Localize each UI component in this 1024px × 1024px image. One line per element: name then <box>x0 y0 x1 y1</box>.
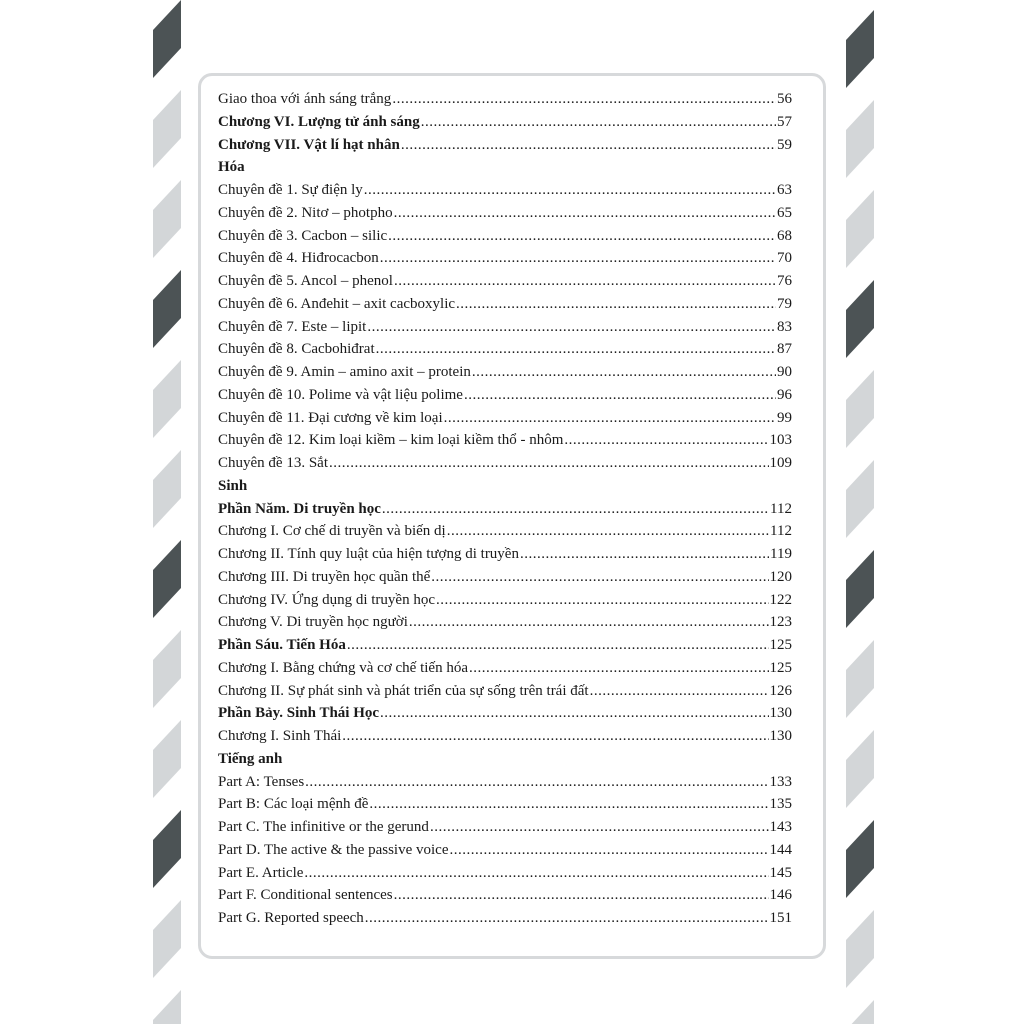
toc-row <box>218 361 792 384</box>
table-of-contents <box>218 88 792 930</box>
toc-leader-dots <box>394 202 776 225</box>
toc-leader-dots <box>392 88 776 111</box>
toc-entry-title: Chương V. Di truyền học người <box>218 614 408 631</box>
toc-leader-dots <box>365 907 769 930</box>
toc-page-number: 56 <box>777 91 792 107</box>
toc-page-number: 70 <box>777 250 792 267</box>
toc-page-number: 145 <box>769 864 792 881</box>
toc-entry-title: Part F. Conditional sentences <box>218 887 393 904</box>
toc-leader-dots <box>450 839 769 862</box>
toc-leader-dots <box>342 725 768 748</box>
stripe-band <box>153 630 181 708</box>
stripe-band <box>846 190 874 268</box>
stripe-band <box>846 640 874 718</box>
toc-entry-title: Chương VII. Vật lí hạt nhân <box>218 136 400 153</box>
toc-row <box>218 270 792 293</box>
toc-leader-dots <box>304 862 768 885</box>
toc-entry-title: Chuyên đề 13. Sắt <box>218 455 328 471</box>
toc-leader-dots <box>380 702 768 725</box>
toc-row <box>218 247 792 270</box>
toc-leader-dots <box>394 270 776 293</box>
toc-row <box>218 293 792 316</box>
toc-page-number: 120 <box>769 568 792 585</box>
toc-entry-title: Chương I. Sinh Thái <box>218 728 342 744</box>
stripe-band <box>153 540 181 618</box>
stripe-band <box>846 1000 874 1024</box>
toc-page-number: 143 <box>769 819 792 835</box>
toc-leader-dots <box>469 657 769 680</box>
toc-leader-dots <box>369 793 768 816</box>
stripe-band <box>846 910 874 988</box>
toc-row <box>218 429 792 452</box>
toc-page-number: 146 <box>769 887 792 904</box>
stripe-band <box>846 100 874 178</box>
toc-entry-title: Sinh <box>218 477 248 494</box>
stripe-band <box>153 90 181 168</box>
toc-entry-title: Chuyên đề 11. Đại cương về kim loại <box>218 409 443 426</box>
toc-entry-title: Chuyên đề 2. Nitơ – photpho <box>218 204 393 221</box>
toc-page-number: 133 <box>769 773 792 790</box>
toc-page-number: 125 <box>769 659 792 676</box>
toc-subject-heading <box>218 156 792 179</box>
stripe-band <box>846 460 874 538</box>
toc-leader-dots <box>421 111 776 134</box>
toc-page-number: 83 <box>777 318 792 335</box>
toc-entry-title: Chuyên đề 12. Kim loại kiềm – kim loại kiềm thổ - nhôm <box>218 432 564 449</box>
toc-page-number: 151 <box>769 910 792 926</box>
toc-entry-title: Tiếng anh <box>218 750 283 767</box>
toc-page-number: 122 <box>769 591 792 608</box>
toc-page-number: 109 <box>769 455 792 471</box>
right-decorative-stripes <box>846 0 874 1024</box>
toc-row <box>218 771 792 794</box>
toc-row <box>218 816 792 839</box>
toc-leader-dots <box>590 680 769 703</box>
toc-leader-dots <box>394 884 769 907</box>
toc-entry-title: Chuyên đề 10. Polime và vật liệu polime <box>218 386 463 403</box>
toc-row <box>218 657 792 680</box>
toc-entry-title: Part B: Các loại mệnh đề <box>218 796 369 813</box>
toc-entry-title: Chương VI. Lượng tử ánh sáng <box>218 113 420 130</box>
toc-leader-dots <box>464 384 776 407</box>
stripe-band <box>846 730 874 808</box>
stripe-band <box>846 10 874 88</box>
toc-leader-dots <box>436 589 769 612</box>
stripe-band <box>153 0 181 78</box>
toc-row <box>218 407 792 430</box>
toc-page-number: 144 <box>769 841 792 858</box>
toc-page-number: 130 <box>769 705 792 722</box>
toc-page-number: 119 <box>770 546 792 562</box>
toc-row <box>218 793 792 816</box>
toc-row <box>218 725 792 748</box>
toc-row <box>218 88 792 111</box>
toc-page-number: 112 <box>770 523 792 540</box>
toc-entry-title: Chuyên đề 1. Sự điện ly <box>218 182 363 198</box>
toc-leader-dots <box>444 407 776 430</box>
toc-row <box>218 680 792 703</box>
toc-page-number: 90 <box>777 364 792 380</box>
toc-entry-title: Phần Bảy. Sinh Thái Học <box>218 705 380 722</box>
toc-page-number: 135 <box>769 796 792 813</box>
stripe-band <box>153 450 181 528</box>
stripe-band <box>153 900 181 978</box>
toc-entry-title: Part G. Reported speech <box>218 910 364 926</box>
toc-leader-dots <box>431 566 768 589</box>
toc-leader-dots <box>520 543 769 566</box>
toc-row <box>218 452 792 475</box>
toc-entry-title: Chuyên đề 9. Amin – amino axit – protein <box>218 364 471 380</box>
toc-page-number: 63 <box>777 182 792 198</box>
toc-row <box>218 202 792 225</box>
toc-entry-title: Chương I. Bằng chứng và cơ chế tiến hóa <box>218 659 468 676</box>
toc-leader-dots <box>329 452 769 475</box>
toc-entry-title: Chương II. Sự phát sinh và phát triển của sự sống trên trái đất <box>218 682 589 699</box>
toc-entry-title: Phần Sáu. Tiến Hóa <box>218 637 346 653</box>
toc-row <box>218 589 792 612</box>
toc-page-number: 87 <box>777 341 792 358</box>
stripe-band <box>846 370 874 448</box>
stripe-band <box>153 180 181 258</box>
toc-subject-heading <box>218 475 792 498</box>
toc-row <box>218 907 792 930</box>
toc-page-number: 99 <box>777 409 792 426</box>
toc-page-number: 125 <box>769 637 792 653</box>
toc-page-number: 103 <box>769 432 792 449</box>
left-decorative-stripes <box>153 0 181 1024</box>
toc-entry-title: Chuyên đề 7. Este – lipit <box>218 318 367 335</box>
toc-page-number: 65 <box>777 204 792 221</box>
toc-page-number: 79 <box>777 295 792 312</box>
toc-row <box>218 111 792 134</box>
toc-page-number: 96 <box>777 386 792 403</box>
toc-entry-title: Part C. The infinitive or the gerund <box>218 819 429 835</box>
stripe-band <box>153 810 181 888</box>
toc-row <box>218 179 792 202</box>
toc-page-number: 57 <box>777 113 792 130</box>
stripe-band <box>153 360 181 438</box>
toc-entry-title: Chuyên đề 8. Cacbohiđrat <box>218 341 375 358</box>
toc-entry-title: Part D. The active & the passive voice <box>218 841 449 858</box>
toc-leader-dots <box>430 816 769 839</box>
toc-entry-title: Part A: Tenses <box>218 773 305 790</box>
toc-page-number: 126 <box>769 682 792 699</box>
toc-entry-title: Chuyên đề 3. Cacbon – silic <box>218 227 388 244</box>
toc-leader-dots <box>409 611 769 634</box>
toc-leader-dots <box>447 520 769 543</box>
toc-entry-title: Chuyên đề 4. Hiđrocacbon <box>218 250 379 267</box>
toc-row <box>218 384 792 407</box>
toc-row <box>218 543 792 566</box>
toc-leader-dots <box>347 634 769 657</box>
toc-row <box>218 884 792 907</box>
toc-page-number: 59 <box>777 136 792 153</box>
toc-entry-title: Part E. Article <box>218 864 304 881</box>
toc-leader-dots <box>380 247 776 270</box>
toc-row <box>218 862 792 885</box>
toc-row <box>218 225 792 248</box>
toc-page-number: 112 <box>770 500 792 517</box>
toc-row <box>218 702 792 725</box>
toc-row <box>218 134 792 157</box>
toc-entry-title: Chương II. Tính quy luật của hiện tượng di truyền <box>218 546 519 562</box>
toc-row <box>218 338 792 361</box>
stripe-band <box>846 550 874 628</box>
toc-row <box>218 634 792 657</box>
toc-leader-dots <box>472 361 776 384</box>
toc-leader-dots <box>564 429 768 452</box>
toc-leader-dots <box>305 771 768 794</box>
toc-entry-title: Chuyên đề 5. Ancol – phenol <box>218 273 393 289</box>
toc-leader-dots <box>382 498 769 521</box>
toc-leader-dots <box>401 134 776 157</box>
toc-leader-dots <box>376 338 776 361</box>
toc-entry-title: Chương IV. Ứng dụng di truyền học <box>218 591 435 608</box>
toc-row <box>218 839 792 862</box>
toc-entry-title: Chương III. Di truyền học quần thể <box>218 568 431 585</box>
stripe-band <box>153 720 181 798</box>
stripe-band <box>153 990 181 1024</box>
toc-entry-title: Hóa <box>218 159 245 176</box>
toc-leader-dots <box>367 316 776 339</box>
toc-page-number: 123 <box>769 614 792 631</box>
toc-entry-title: Phần Năm. Di truyền học <box>218 500 381 517</box>
toc-row <box>218 520 792 543</box>
toc-leader-dots <box>456 293 776 316</box>
stripe-band <box>846 280 874 358</box>
stripe-band <box>846 820 874 898</box>
toc-row <box>218 316 792 339</box>
stripe-band <box>153 270 181 348</box>
toc-row <box>218 566 792 589</box>
toc-entry-title: Chuyên đề 6. Anđehit – axit cacboxylic <box>218 295 456 312</box>
toc-entry-title: Chương I. Cơ chế di truyền và biến dị <box>218 523 446 540</box>
toc-subject-heading <box>218 748 792 771</box>
toc-row <box>218 611 792 634</box>
toc-row <box>218 498 792 521</box>
toc-leader-dots <box>364 179 776 202</box>
toc-page-number: 68 <box>777 227 792 244</box>
toc-leader-dots <box>388 225 776 248</box>
toc-page-number: 130 <box>769 728 792 744</box>
toc-page-number: 76 <box>777 273 792 289</box>
toc-entry-title: Giao thoa với ánh sáng trắng <box>218 91 392 107</box>
